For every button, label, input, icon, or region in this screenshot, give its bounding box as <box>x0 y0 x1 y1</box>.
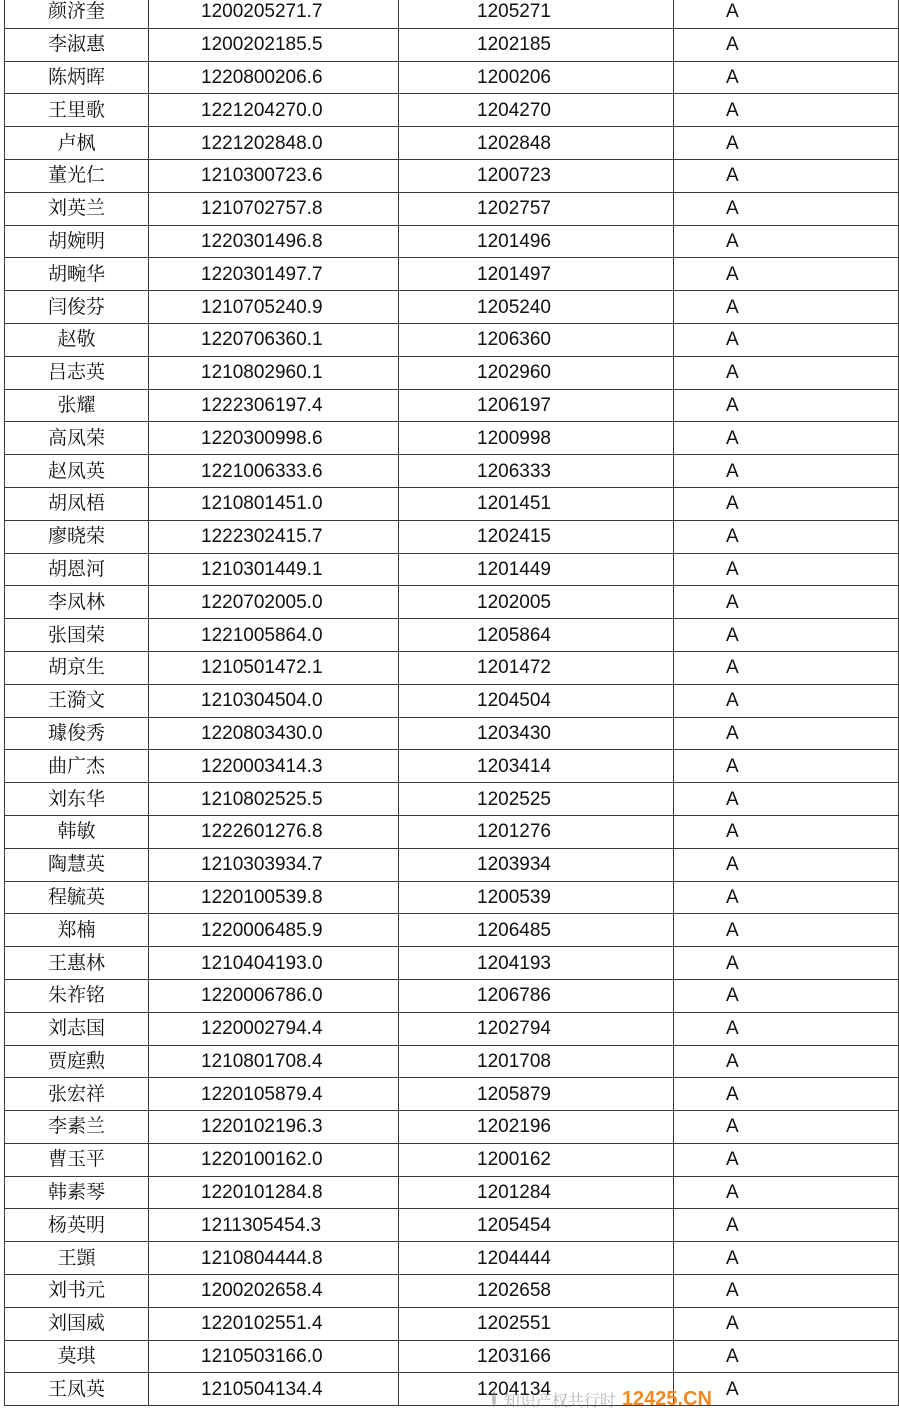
cell-level: A <box>674 291 899 324</box>
cell-level: A <box>674 684 899 717</box>
cell-name: 王惠林 <box>5 947 149 980</box>
cell-certificate-number: 1200998 <box>399 422 674 455</box>
cell-level: A <box>674 1340 899 1373</box>
cell-level: A <box>674 1242 899 1275</box>
cell-certificate-number: 1206485 <box>399 914 674 947</box>
cell-name: 陈炳晖 <box>5 61 149 94</box>
cell-level: A <box>674 914 899 947</box>
cell-certificate-number: 1201708 <box>399 1045 674 1078</box>
cell-level: A <box>674 1078 899 1111</box>
cell-certificate-number: 1204193 <box>399 947 674 980</box>
cell-name: 胡恩河 <box>5 553 149 586</box>
cell-level: A <box>674 651 899 684</box>
cell-certificate-number: 1201496 <box>399 225 674 258</box>
table-row <box>5 1078 899 1111</box>
cell-application-number: 1220301496.8 <box>149 225 399 258</box>
cell-application-number: 1221005864.0 <box>149 619 399 652</box>
cell-level: A <box>674 225 899 258</box>
cell-level: A <box>674 750 899 783</box>
cell-name: 刘英兰 <box>5 192 149 225</box>
table-row <box>5 783 899 816</box>
table-row <box>5 258 899 291</box>
table-row <box>5 979 899 1012</box>
table-row <box>5 1111 899 1144</box>
cell-name: 颜济奎 <box>5 0 149 28</box>
cell-name: 闫俊芬 <box>5 291 149 324</box>
table-row <box>5 520 899 553</box>
table-row <box>5 1242 899 1275</box>
cell-certificate-number: 1204504 <box>399 684 674 717</box>
table-row <box>5 619 899 652</box>
cell-level: A <box>674 1012 899 1045</box>
cell-application-number: 1210802960.1 <box>149 356 399 389</box>
table-row <box>5 586 899 619</box>
cell-level: A <box>674 848 899 881</box>
cell-certificate-number: 1202196 <box>399 1111 674 1144</box>
table-row <box>5 1143 899 1176</box>
cell-application-number: 1220702005.0 <box>149 586 399 619</box>
cell-certificate-number: 1200206 <box>399 61 674 94</box>
cell-name: 胡凤梧 <box>5 487 149 520</box>
cell-name: 胡婉明 <box>5 225 149 258</box>
cell-certificate-number: 1203430 <box>399 717 674 750</box>
cell-name: 陶慧英 <box>5 848 149 881</box>
cell-application-number: 1200202185.5 <box>149 28 399 61</box>
cell-level: A <box>674 1143 899 1176</box>
cell-name: 韩敏 <box>5 815 149 848</box>
cell-certificate-number: 1203934 <box>399 848 674 881</box>
cell-certificate-number: 1201284 <box>399 1176 674 1209</box>
cell-name: 张国荣 <box>5 619 149 652</box>
table-row <box>5 61 899 94</box>
table-row <box>5 356 899 389</box>
cell-certificate-number: 1200539 <box>399 881 674 914</box>
table-row <box>5 717 899 750</box>
cell-application-number: 1210504134.4 <box>149 1373 399 1406</box>
table-row <box>5 1176 899 1209</box>
cell-application-number: 1211305454.3 <box>149 1209 399 1242</box>
cell-application-number: 1210804444.8 <box>149 1242 399 1275</box>
table-row <box>5 0 899 28</box>
cell-application-number: 1221202848.0 <box>149 127 399 160</box>
table-row <box>5 323 899 356</box>
cell-certificate-number: 1206360 <box>399 323 674 356</box>
cell-level: A <box>674 586 899 619</box>
cell-name: 卢枫 <box>5 127 149 160</box>
cell-certificate-number: 1203414 <box>399 750 674 783</box>
cell-certificate-number: 1203166 <box>399 1340 674 1373</box>
cell-certificate-number: 1202005 <box>399 586 674 619</box>
table-row <box>5 684 899 717</box>
cell-application-number: 1210300723.6 <box>149 159 399 192</box>
cell-level: A <box>674 159 899 192</box>
cell-level: A <box>674 1045 899 1078</box>
table-row <box>5 127 899 160</box>
cell-name: 程毓英 <box>5 881 149 914</box>
roster-table-body <box>5 0 899 1406</box>
cell-application-number: 1210705240.9 <box>149 291 399 324</box>
cell-certificate-number: 1202185 <box>399 28 674 61</box>
cell-name: 郑楠 <box>5 914 149 947</box>
cell-certificate-number: 1206786 <box>399 979 674 1012</box>
cell-level: A <box>674 192 899 225</box>
cell-certificate-number: 1202658 <box>399 1275 674 1308</box>
cell-certificate-number: 1204134 <box>399 1373 674 1406</box>
cell-name: 贾庭勲 <box>5 1045 149 1078</box>
cell-certificate-number: 1202960 <box>399 356 674 389</box>
table-row <box>5 487 899 520</box>
cell-application-number: 1210801708.4 <box>149 1045 399 1078</box>
cell-application-number: 1220100162.0 <box>149 1143 399 1176</box>
cell-name: 杨英明 <box>5 1209 149 1242</box>
cell-application-number: 1221006333.6 <box>149 455 399 488</box>
cell-level: A <box>674 1373 899 1406</box>
cell-level: A <box>674 94 899 127</box>
table-row <box>5 28 899 61</box>
cell-certificate-number: 1205271 <box>399 0 674 28</box>
cell-name: 胡京生 <box>5 651 149 684</box>
cell-name: 璩俊秀 <box>5 717 149 750</box>
cell-application-number: 1210303934.7 <box>149 848 399 881</box>
cell-level: A <box>674 1111 899 1144</box>
cell-application-number: 1220105879.4 <box>149 1078 399 1111</box>
cell-name: 王里歌 <box>5 94 149 127</box>
cell-level: A <box>674 28 899 61</box>
table-row <box>5 1340 899 1373</box>
cell-name: 廖晓荣 <box>5 520 149 553</box>
table-row <box>5 159 899 192</box>
table-row <box>5 1373 899 1406</box>
cell-name: 胡畹华 <box>5 258 149 291</box>
table-row <box>5 1045 899 1078</box>
cell-certificate-number: 1201276 <box>399 815 674 848</box>
cell-application-number: 1222306197.4 <box>149 389 399 422</box>
cell-name: 曹玉平 <box>5 1143 149 1176</box>
cell-certificate-number: 1202794 <box>399 1012 674 1045</box>
cell-name: 李素兰 <box>5 1111 149 1144</box>
cell-level: A <box>674 979 899 1012</box>
table-row <box>5 848 899 881</box>
cell-application-number: 1222601276.8 <box>149 815 399 848</box>
cell-level: A <box>674 815 899 848</box>
table-row <box>5 1307 899 1340</box>
cell-name: 李淑惠 <box>5 28 149 61</box>
cell-certificate-number: 1202757 <box>399 192 674 225</box>
cell-level: A <box>674 717 899 750</box>
cell-name: 吕志英 <box>5 356 149 389</box>
cell-application-number: 1220002794.4 <box>149 1012 399 1045</box>
cell-name: 赵凤英 <box>5 455 149 488</box>
cell-certificate-number: 1201497 <box>399 258 674 291</box>
cell-certificate-number: 1205864 <box>399 619 674 652</box>
table-row <box>5 389 899 422</box>
cell-application-number: 1220101284.8 <box>149 1176 399 1209</box>
cell-certificate-number: 1202848 <box>399 127 674 160</box>
cell-application-number: 1220706360.1 <box>149 323 399 356</box>
cell-certificate-number: 1205879 <box>399 1078 674 1111</box>
cell-application-number: 1200205271.7 <box>149 0 399 28</box>
cell-name: 刘书元 <box>5 1275 149 1308</box>
cell-application-number: 1220800206.6 <box>149 61 399 94</box>
cell-name: 刘国威 <box>5 1307 149 1340</box>
cell-application-number: 1220300998.6 <box>149 422 399 455</box>
cell-name: 董光仁 <box>5 159 149 192</box>
table-row <box>5 225 899 258</box>
table-row <box>5 750 899 783</box>
cell-application-number: 1210304504.0 <box>149 684 399 717</box>
cell-application-number: 1221204270.0 <box>149 94 399 127</box>
table-row <box>5 422 899 455</box>
cell-application-number: 1210501472.1 <box>149 651 399 684</box>
cell-certificate-number: 1204270 <box>399 94 674 127</box>
cell-level: A <box>674 1209 899 1242</box>
cell-application-number: 1210702757.8 <box>149 192 399 225</box>
table-row <box>5 914 899 947</box>
watermark-wechat-text: 知识产权共行时 <box>503 1390 616 1410</box>
cell-name: 莫琪 <box>5 1340 149 1373</box>
cell-application-number: 1210802525.5 <box>149 783 399 816</box>
watermark-site-logo: 12425.CN <box>621 1387 712 1410</box>
cell-level: A <box>674 356 899 389</box>
cell-level: A <box>674 422 899 455</box>
cell-application-number: 1220102551.4 <box>149 1307 399 1340</box>
table-row <box>5 94 899 127</box>
cell-certificate-number: 1206333 <box>399 455 674 488</box>
cell-certificate-number: 1202551 <box>399 1307 674 1340</box>
cell-application-number: 1220803430.0 <box>149 717 399 750</box>
table-row <box>5 1275 899 1308</box>
cell-application-number: 1220006485.9 <box>149 914 399 947</box>
cell-application-number: 1210801451.0 <box>149 487 399 520</box>
cell-level: A <box>674 553 899 586</box>
cell-name: 韩素琴 <box>5 1176 149 1209</box>
cell-application-number: 1220301497.7 <box>149 258 399 291</box>
cell-application-number: 1220003414.3 <box>149 750 399 783</box>
cell-level: A <box>674 455 899 488</box>
cell-level: A <box>674 61 899 94</box>
cell-name: 张耀 <box>5 389 149 422</box>
cell-name: 刘东华 <box>5 783 149 816</box>
cell-name: 高凤荣 <box>5 422 149 455</box>
table-row <box>5 881 899 914</box>
cell-certificate-number: 1206197 <box>399 389 674 422</box>
cell-certificate-number: 1205454 <box>399 1209 674 1242</box>
cell-certificate-number: 1200723 <box>399 159 674 192</box>
cell-name: 王漪文 <box>5 684 149 717</box>
cell-certificate-number: 1205240 <box>399 291 674 324</box>
table-row <box>5 947 899 980</box>
cell-application-number: 1200202658.4 <box>149 1275 399 1308</box>
cell-certificate-number: 1202415 <box>399 520 674 553</box>
cell-name: 赵敬 <box>5 323 149 356</box>
cell-level: A <box>674 1176 899 1209</box>
cell-level: A <box>674 520 899 553</box>
cell-application-number: 1220102196.3 <box>149 1111 399 1144</box>
cell-name: 朱祚铭 <box>5 979 149 1012</box>
cell-name: 曲广杰 <box>5 750 149 783</box>
table-row <box>5 455 899 488</box>
cell-level: A <box>674 323 899 356</box>
wechat-icon <box>492 1391 496 1407</box>
roster-table <box>4 0 899 1406</box>
table-row <box>5 291 899 324</box>
cell-level: A <box>674 487 899 520</box>
table-row <box>5 651 899 684</box>
cell-name: 王凤英 <box>5 1373 149 1406</box>
cell-application-number: 1220100539.8 <box>149 881 399 914</box>
cell-application-number: 1220006786.0 <box>149 979 399 1012</box>
cell-certificate-number: 1201472 <box>399 651 674 684</box>
table-row <box>5 553 899 586</box>
table-row <box>5 815 899 848</box>
cell-certificate-number: 1201449 <box>399 553 674 586</box>
cell-application-number: 1210301449.1 <box>149 553 399 586</box>
cell-certificate-number: 1201451 <box>399 487 674 520</box>
cell-level: A <box>674 619 899 652</box>
cell-level: A <box>674 258 899 291</box>
cell-certificate-number: 1202525 <box>399 783 674 816</box>
cell-level: A <box>674 947 899 980</box>
cell-level: A <box>674 127 899 160</box>
cell-application-number: 1222302415.7 <box>149 520 399 553</box>
cell-level: A <box>674 783 899 816</box>
cell-application-number: 1210503166.0 <box>149 1340 399 1373</box>
table-row <box>5 192 899 225</box>
cell-certificate-number: 1204444 <box>399 1242 674 1275</box>
cell-level: A <box>674 1307 899 1340</box>
cell-certificate-number: 1200162 <box>399 1143 674 1176</box>
cell-level: A <box>674 389 899 422</box>
cell-application-number: 1210404193.0 <box>149 947 399 980</box>
cell-name: 刘志国 <box>5 1012 149 1045</box>
cell-name: 李凤林 <box>5 586 149 619</box>
cell-name: 王顗 <box>5 1242 149 1275</box>
cell-level: A <box>674 1275 899 1308</box>
table-row <box>5 1012 899 1045</box>
cell-name: 张宏祥 <box>5 1078 149 1111</box>
table-row <box>5 1209 899 1242</box>
cell-level: A <box>674 0 899 28</box>
cell-level: A <box>674 881 899 914</box>
